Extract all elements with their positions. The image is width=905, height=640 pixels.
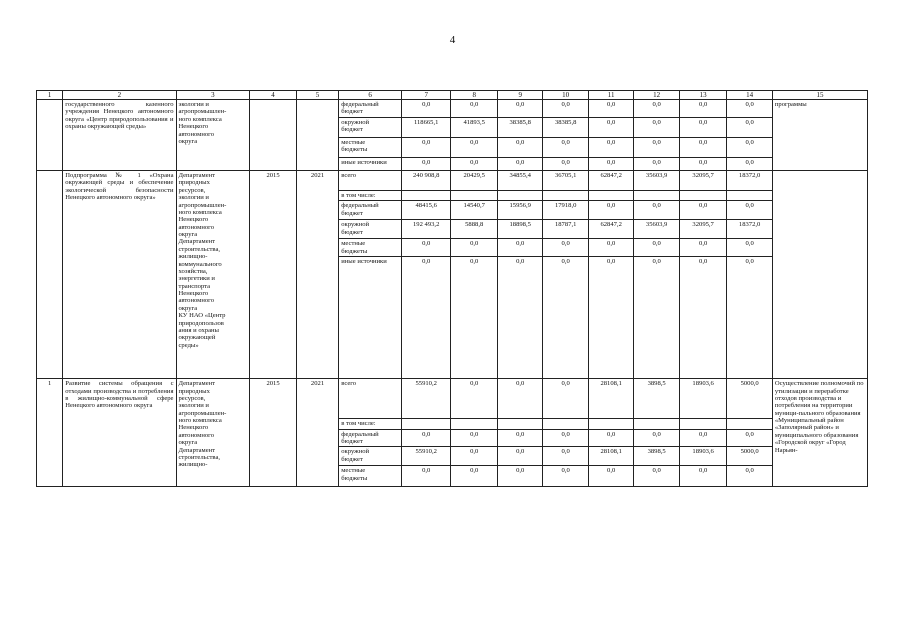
result-cell: Осуществление полномочий по утилизации и переработке отходов производства и потребления на территории муници-пального образования «Муниципальный район «Заполярный район» и муниципального образования «Городской округ «Город Нарьян- (772, 379, 867, 487)
funding-source-cell: местные бюджеты (339, 138, 402, 158)
funding-source-cell: местные бюджеты (339, 239, 402, 257)
amount-cell: 0,0 (634, 257, 679, 379)
amount-cell: 0,0 (634, 429, 679, 447)
column-number-14: 14 (727, 91, 772, 100)
amount-cell: 0,0 (727, 429, 772, 447)
amount-cell: 0,0 (497, 466, 542, 487)
amount-cell (401, 419, 451, 429)
amount-cell (543, 419, 588, 429)
amount-cell: 0,0 (543, 158, 588, 171)
column-number-9: 9 (497, 91, 542, 100)
amount-cell: 35603,9 (634, 171, 679, 191)
amount-cell: 0,0 (451, 447, 498, 466)
column-number-3: 3 (176, 91, 250, 100)
amount-cell: 0,0 (543, 379, 588, 419)
amount-cell: 0,0 (727, 257, 772, 379)
amount-cell (451, 419, 498, 429)
amount-cell: 18372,0 (727, 220, 772, 239)
funding-source-cell: всего (339, 379, 402, 419)
amount-cell: 0,0 (497, 138, 542, 158)
amount-cell: 36705,1 (543, 171, 588, 191)
amount-cell: 0,0 (451, 429, 498, 447)
amount-cell: 14540,7 (451, 201, 498, 220)
amount-cell: 0,0 (543, 447, 588, 466)
amount-cell: 0,0 (401, 239, 451, 257)
amount-cell: 0,0 (543, 239, 588, 257)
budget-table (36, 90, 868, 487)
amount-cell: 0,0 (497, 158, 542, 171)
amount-cell: 0,0 (543, 257, 588, 379)
amount-cell: 62847,2 (588, 220, 633, 239)
amount-cell: 0,0 (727, 138, 772, 158)
amount-cell: 0,0 (588, 158, 633, 171)
amount-cell (543, 191, 588, 201)
amount-cell: 41893,5 (451, 118, 498, 138)
amount-cell (497, 419, 542, 429)
column-number-12: 12 (634, 91, 679, 100)
amount-cell: 0,0 (588, 239, 633, 257)
amount-cell: 18787,1 (543, 220, 588, 239)
amount-cell (451, 191, 498, 201)
amount-cell: 18898,5 (497, 220, 542, 239)
amount-cell: 38385,8 (497, 118, 542, 138)
item-number-cell (37, 171, 63, 379)
start-year-cell: 2015 (250, 379, 297, 487)
amount-cell: 0,0 (727, 118, 772, 138)
amount-cell: 0,0 (727, 201, 772, 220)
table-row (37, 379, 868, 419)
funding-source-cell: местные бюджеты (339, 466, 402, 487)
amount-cell: 0,0 (497, 429, 542, 447)
result-cell (772, 171, 867, 379)
funding-source-cell: окружной бюджет (339, 447, 402, 466)
table-row (37, 171, 868, 191)
amount-cell: 20429,5 (451, 171, 498, 191)
amount-cell: 3898,5 (634, 447, 679, 466)
amount-cell: 0,0 (634, 118, 679, 138)
amount-cell: 0,0 (727, 158, 772, 171)
amount-cell: 0,0 (634, 466, 679, 487)
amount-cell: 0,0 (497, 447, 542, 466)
amount-cell: 0,0 (451, 100, 498, 118)
funding-source-cell: федеральный бюджет (339, 201, 402, 220)
amount-cell (679, 191, 727, 201)
amount-cell: 0,0 (588, 138, 633, 158)
amount-cell (727, 191, 772, 201)
funding-source-cell: федеральный бюджет (339, 100, 402, 118)
amount-cell: 0,0 (543, 429, 588, 447)
amount-cell: 0,0 (401, 158, 451, 171)
amount-cell: 0,0 (451, 466, 498, 487)
amount-cell (588, 419, 633, 429)
amount-cell: 62847,2 (588, 171, 633, 191)
amount-cell: 0,0 (634, 138, 679, 158)
amount-cell (634, 191, 679, 201)
amount-cell: 0,0 (588, 466, 633, 487)
amount-cell: 0,0 (588, 100, 633, 118)
amount-cell: 18372,0 (727, 171, 772, 191)
column-number-4: 4 (250, 91, 297, 100)
end-year-cell (296, 100, 338, 171)
column-number-7: 7 (401, 91, 451, 100)
amount-cell: 48415,6 (401, 201, 451, 220)
amount-cell: 0,0 (679, 118, 727, 138)
start-year-cell (250, 100, 297, 171)
column-number-10: 10 (543, 91, 588, 100)
amount-cell: 0,0 (497, 257, 542, 379)
amount-cell: 0,0 (401, 257, 451, 379)
amount-cell: 192 493,2 (401, 220, 451, 239)
amount-cell: 0,0 (727, 100, 772, 118)
funding-source-cell: окружной бюджет (339, 220, 402, 239)
column-number-15: 15 (772, 91, 867, 100)
amount-cell: 0,0 (588, 201, 633, 220)
amount-cell: 0,0 (634, 158, 679, 171)
item-name-cell: Подпрограмма № 1 «Охрана окружающей среды и обеспечение экологической безопасности Ненецкого автономного округа» (63, 171, 176, 379)
amount-cell: 32095,7 (679, 171, 727, 191)
table-row (37, 100, 868, 118)
start-year-cell: 2015 (250, 171, 297, 379)
amount-cell: 0,0 (588, 429, 633, 447)
amount-cell: 0,0 (543, 466, 588, 487)
amount-cell: 17918,0 (543, 201, 588, 220)
item-name-cell: государственного казенного учреждения Ненецкого автономного округа «Центр природопользования и охраны окружающей среды» (63, 100, 176, 171)
amount-cell: 18903,6 (679, 447, 727, 466)
amount-cell: 0,0 (679, 201, 727, 220)
funding-source-cell: в том числе: (339, 419, 402, 429)
item-name-cell: Развитие системы обращения с отходами производства и потребления в жилищно-коммунальной сфере Ненецкого автономного округа (63, 379, 176, 487)
page-number: 4 (449, 34, 456, 46)
amount-cell: 0,0 (401, 100, 451, 118)
funding-source-cell: иные источники (339, 158, 402, 171)
amount-cell (588, 191, 633, 201)
amount-cell: 0,0 (451, 379, 498, 419)
column-number-11: 11 (588, 91, 633, 100)
amount-cell: 18903,6 (679, 379, 727, 419)
amount-cell: 28108,1 (588, 447, 633, 466)
executor-cell: экологии и агропромышлен- ного комплекса Ненецкого автономного округа (176, 100, 250, 171)
executor-cell: Департамент природных ресурсов, экологии и агропромышлен- ного комплекса Ненецкого автономного округа Департамент строительства, жилищно- (176, 379, 250, 487)
amount-cell: 0,0 (679, 239, 727, 257)
amount-cell: 0,0 (543, 138, 588, 158)
amount-cell: 5000,0 (727, 447, 772, 466)
amount-cell: 0,0 (679, 100, 727, 118)
amount-cell: 28108,1 (588, 379, 633, 419)
funding-source-cell: иные источники (339, 257, 402, 379)
amount-cell: 0,0 (679, 138, 727, 158)
amount-cell: 0,0 (401, 466, 451, 487)
amount-cell: 0,0 (451, 138, 498, 158)
item-number-cell: 1 (37, 379, 63, 487)
funding-source-cell: в том числе: (339, 191, 402, 201)
amount-cell: 38385,8 (543, 118, 588, 138)
amount-cell: 240 908,8 (401, 171, 451, 191)
amount-cell: 0,0 (497, 379, 542, 419)
amount-cell: 0,0 (634, 201, 679, 220)
item-number-cell (37, 100, 63, 171)
amount-cell: 0,0 (679, 429, 727, 447)
amount-cell: 118665,1 (401, 118, 451, 138)
amount-cell (634, 419, 679, 429)
amount-cell: 0,0 (497, 100, 542, 118)
amount-cell: 0,0 (679, 466, 727, 487)
amount-cell: 0,0 (401, 138, 451, 158)
amount-cell: 5888,8 (451, 220, 498, 239)
amount-cell: 0,0 (679, 158, 727, 171)
funding-source-cell: окружной бюджет (339, 118, 402, 138)
amount-cell: 0,0 (497, 239, 542, 257)
amount-cell (727, 419, 772, 429)
amount-cell: 34855,4 (497, 171, 542, 191)
column-number-2: 2 (63, 91, 176, 100)
amount-cell: 3898,5 (634, 379, 679, 419)
executor-cell: Департамент природных ресурсов, экологии и агропромышлен- ного комплекса Ненецкого автономного округа Департамент строительства, жилищно- коммунального хозяйства, энергетики и транспорта Ненецкого автономного округа КУ НАО «Центр природопользов ания и охраны окружающей среды» (176, 171, 250, 379)
amount-cell: 0,0 (634, 100, 679, 118)
amount-cell: 0,0 (727, 466, 772, 487)
amount-cell (401, 191, 451, 201)
amount-cell: 32095,7 (679, 220, 727, 239)
amount-cell: 0,0 (451, 158, 498, 171)
amount-cell: 0,0 (451, 257, 498, 379)
end-year-cell: 2021 (296, 171, 338, 379)
amount-cell: 0,0 (588, 257, 633, 379)
funding-source-cell: всего (339, 171, 402, 191)
amount-cell: 0,0 (401, 429, 451, 447)
amount-cell: 5000,0 (727, 379, 772, 419)
column-number-row (37, 91, 868, 100)
amount-cell: 55910,2 (401, 447, 451, 466)
amount-cell (497, 191, 542, 201)
amount-cell: 15956,9 (497, 201, 542, 220)
amount-cell: 35603,9 (634, 220, 679, 239)
column-number-6: 6 (339, 91, 402, 100)
amount-cell: 0,0 (543, 100, 588, 118)
amount-cell: 0,0 (727, 239, 772, 257)
amount-cell (679, 419, 727, 429)
column-number-5: 5 (296, 91, 338, 100)
result-cell: программы (772, 100, 867, 171)
funding-source-cell: федеральный бюджет (339, 429, 402, 447)
amount-cell: 0,0 (634, 239, 679, 257)
amount-cell: 0,0 (679, 257, 727, 379)
amount-cell: 0,0 (588, 118, 633, 138)
end-year-cell: 2021 (296, 379, 338, 487)
column-number-13: 13 (679, 91, 727, 100)
amount-cell: 55910,2 (401, 379, 451, 419)
amount-cell: 0,0 (451, 239, 498, 257)
column-number-1: 1 (37, 91, 63, 100)
column-number-8: 8 (451, 91, 498, 100)
